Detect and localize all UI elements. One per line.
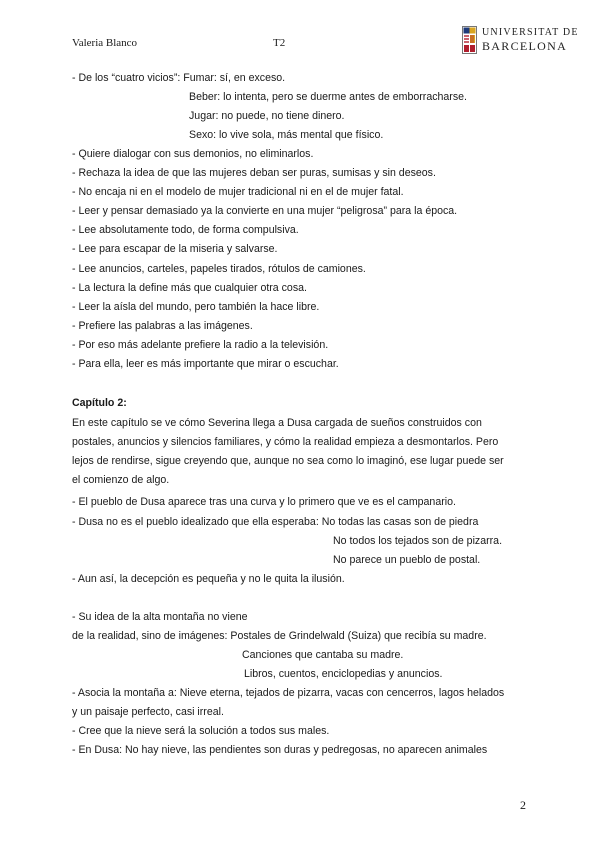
text-line: No todos los tejados son de pizarra. — [333, 535, 503, 547]
text-line: y un paisaje perfecto, casi irreal. — [72, 706, 224, 718]
text-line: - Prefiere las palabras a las imágenes. — [72, 320, 253, 332]
document-code: T2 — [273, 37, 286, 49]
text-line: - Rechaza la idea de que las mujeres deban ser puras, sumisas y sin deseos. — [72, 167, 436, 179]
text-line: - Para ella, leer es más importante que mirar o escuchar. — [72, 358, 339, 370]
text-line: - No encaja ni en el modelo de mujer tradicional ni en el de mujer fatal. — [72, 186, 404, 198]
paragraph-line: el comienzo de algo. — [72, 474, 170, 486]
author-name: Valeria Blanco — [72, 37, 138, 49]
text-line: - Leer y pensar demasiado ya la convierte en una mujer “peligrosa” para la época. — [72, 205, 458, 217]
text-line: Libros, cuentos, enciclopedias y anuncios. — [244, 668, 443, 680]
text-line: - Cree que la nieve será la solución a todos sus males. — [72, 725, 330, 737]
text-line: - Asocia la montaña a: Nieve eterna, tejados de pizarra, vacas con cencerros, lagos helados — [72, 687, 505, 699]
text-line: - Por eso más adelante prefiere la radio a la televisión. — [72, 339, 329, 351]
text-line: - Aun así, la decepción es pequeña y no le quita la ilusión. — [72, 573, 345, 585]
logo-text-line2: BARCELONA — [482, 39, 568, 53]
crest-icon — [462, 26, 477, 54]
text-line: Beber: lo intenta, pero se duerme antes de emborracharse. — [189, 91, 467, 103]
text-line: Jugar: no puede, no tiene dinero. — [189, 110, 345, 122]
text-line: Canciones que cantaba su madre. — [242, 649, 404, 661]
page-number: 2 — [520, 798, 526, 812]
paragraph-line: lejos de rendirse, sigue creyendo que, aunque no sea como lo imaginó, ese lugar puede ser — [72, 455, 504, 467]
paragraph-line: postales, anuncios y silencios familiares, y cómo la realidad empieza a desmontarlos. Pero — [72, 436, 499, 448]
text-line: - Lee para escapar de la miseria y salvarse. — [72, 243, 278, 255]
text-line: No parece un pueblo de postal. — [333, 554, 481, 566]
text-line: de la realidad, sino de imágenes: Postales de Grindelwald (Suiza) que recibía su madre. — [72, 630, 487, 642]
university-logo — [462, 26, 579, 56]
text-line: - Lee absolutamente todo, de forma compulsiva. — [72, 224, 299, 236]
logo-text-line1: UNIVERSITAT DE — [482, 27, 579, 38]
text-line: - La lectura la define más que cualquier otra cosa. — [72, 282, 307, 294]
section-heading: Capítulo 2: — [72, 397, 127, 409]
text-line: - Lee anuncios, carteles, papeles tirados, rótulos de camiones. — [72, 263, 366, 275]
text-line: - Dusa no es el pueblo idealizado que ella esperaba: No todas las casas son de piedra — [72, 516, 479, 528]
text-line: - El pueblo de Dusa aparece tras una curva y lo primero que ve es el campanario. — [72, 496, 456, 508]
text-line: - Leer la aísla del mundo, pero también la hace libre. — [72, 301, 320, 313]
text-line: - Su idea de la alta montaña no viene — [72, 611, 248, 623]
paragraph-line: En este capítulo se ve cómo Severina llega a Dusa cargada de sueños construidos con — [72, 417, 482, 429]
text-line: - De los “cuatro vicios”: Fumar: sí, en exceso. — [72, 72, 286, 84]
text-line: Sexo: lo vive sola, más mental que físico. — [189, 129, 384, 141]
text-line: - Quiere dialogar con sus demonios, no eliminarlos. — [72, 148, 314, 160]
text-line: - En Dusa: No hay nieve, las pendientes son duras y pedregosas, no aparecen animales — [72, 744, 488, 756]
